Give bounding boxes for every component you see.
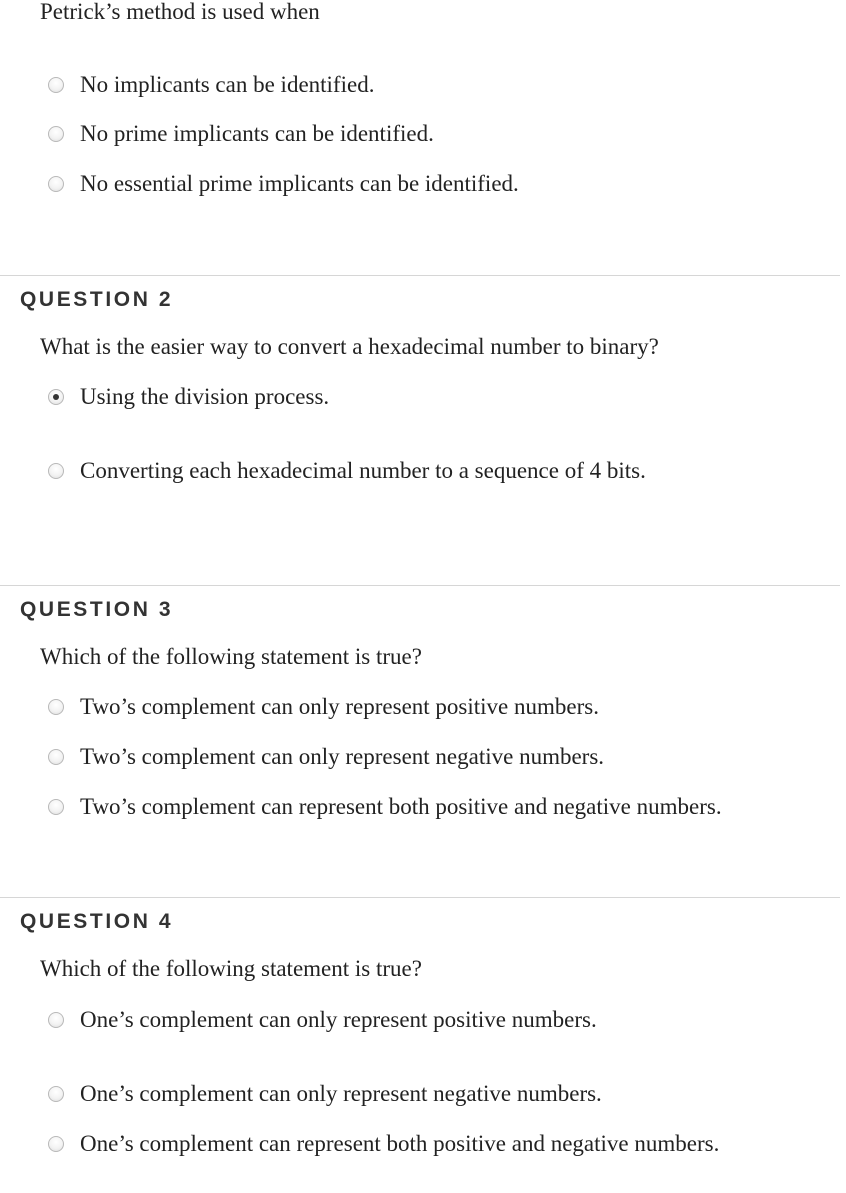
- question-2-option-1[interactable]: [48, 382, 329, 412]
- question-1-text: Petrick’s method is used when: [40, 0, 320, 24]
- question-1-option-2[interactable]: [48, 119, 434, 149]
- radio-button[interactable]: [48, 699, 64, 715]
- question-3-header: QUESTION 3: [20, 598, 174, 621]
- question-3-option-2[interactable]: [48, 742, 604, 772]
- question-2-header: QUESTION 2: [20, 288, 174, 311]
- option-label: Two’s complement can represent both positive and negative numbers.: [80, 794, 722, 819]
- option-label: Converting each hexadecimal number to a sequence of 4 bits.: [80, 458, 646, 483]
- radio-button[interactable]: [48, 749, 64, 765]
- radio-button[interactable]: [48, 1086, 64, 1102]
- radio-button[interactable]: [48, 799, 64, 815]
- question-1-option-1[interactable]: [48, 70, 374, 100]
- option-label: One’s complement can represent both positive and negative numbers.: [80, 1131, 720, 1156]
- question-3-option-3[interactable]: [48, 792, 722, 822]
- option-label: Two’s complement can only represent negative numbers.: [80, 744, 605, 769]
- radio-button[interactable]: [48, 1136, 64, 1152]
- option-label: No implicants can be identified.: [80, 72, 375, 97]
- option-label: Using the division process.: [80, 384, 330, 409]
- question-3-text: Which of the following statement is true?: [40, 644, 422, 669]
- question-1-option-3[interactable]: [48, 169, 519, 199]
- radio-button[interactable]: [48, 389, 64, 405]
- radio-button[interactable]: [48, 176, 64, 192]
- radio-button[interactable]: [48, 77, 64, 93]
- radio-button[interactable]: [48, 126, 64, 142]
- option-label: No essential prime implicants can be identified.: [80, 171, 519, 196]
- question-divider: [0, 585, 840, 586]
- question-4-header: QUESTION 4: [20, 910, 174, 933]
- question-2-option-2[interactable]: [48, 456, 646, 486]
- option-label: No prime implicants can be identified.: [80, 121, 434, 146]
- question-4-text: Which of the following statement is true?: [40, 956, 422, 981]
- question-divider: [0, 897, 840, 898]
- option-label: One’s complement can only represent negative numbers.: [80, 1081, 602, 1106]
- question-2-text: What is the easier way to convert a hexadecimal number to binary?: [40, 334, 659, 359]
- question-4-option-1[interactable]: [48, 1005, 597, 1035]
- question-3-option-1[interactable]: [48, 692, 599, 722]
- question-4-option-2[interactable]: [48, 1079, 602, 1109]
- question-divider: [0, 275, 840, 276]
- option-label: One’s complement can only represent positive numbers.: [80, 1007, 597, 1032]
- radio-button[interactable]: [48, 463, 64, 479]
- question-4-option-3[interactable]: [48, 1129, 719, 1159]
- radio-button[interactable]: [48, 1012, 64, 1028]
- option-label: Two’s complement can only represent positive numbers.: [80, 694, 599, 719]
